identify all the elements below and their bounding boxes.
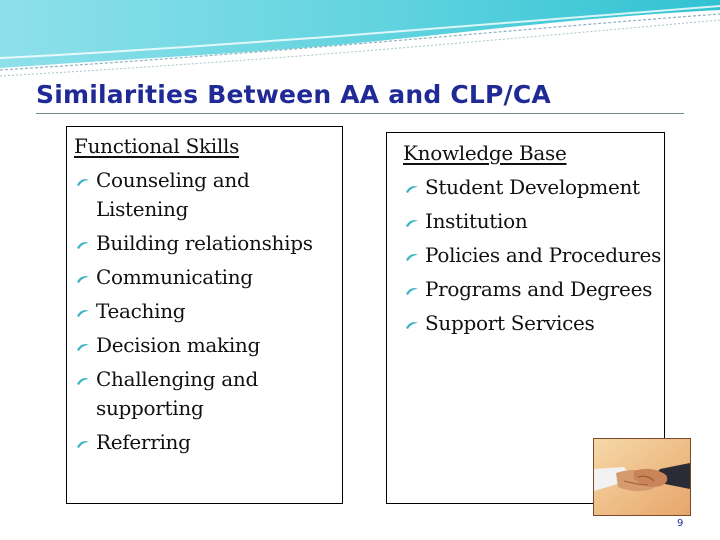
page-number: 9 — [677, 518, 684, 529]
swoosh-bullet-icon — [76, 343, 90, 352]
list-item-text: Policies and Procedures — [425, 243, 662, 267]
functional-skills-heading: Functional Skills — [74, 134, 240, 158]
list-item-text: Communicating — [96, 265, 253, 289]
list-item — [74, 229, 342, 258]
list-item-text: Building relationships — [96, 231, 313, 255]
swoosh-bullet-icon — [76, 275, 90, 284]
list-item — [74, 331, 342, 360]
swoosh-bullet-icon — [405, 185, 419, 194]
functional-skills-list — [74, 166, 342, 457]
list-item — [403, 207, 664, 236]
list-item-text: Institution — [425, 209, 528, 233]
swoosh-bullet-icon — [405, 287, 419, 296]
list-item-text: Student Development — [425, 175, 640, 199]
functional-skills-box — [66, 126, 343, 504]
list-item — [74, 263, 342, 292]
list-item-text: Counseling and Listening — [96, 168, 250, 221]
list-item-text: Support Services — [425, 311, 595, 335]
header-wave-decoration — [0, 0, 720, 90]
list-item — [403, 173, 664, 202]
swoosh-bullet-icon — [76, 377, 90, 386]
list-item-text: Programs and Degrees — [425, 277, 653, 301]
slide-title: Similarities Between AA and CLP/CA — [36, 80, 551, 109]
swoosh-bullet-icon — [76, 309, 90, 318]
handshake-photo — [593, 438, 691, 516]
list-item — [403, 309, 664, 338]
swoosh-bullet-icon — [76, 440, 90, 449]
list-item — [74, 365, 342, 423]
swoosh-bullet-icon — [76, 241, 90, 250]
list-item — [403, 241, 664, 270]
swoosh-bullet-icon — [405, 219, 419, 228]
list-item — [74, 297, 342, 326]
swoosh-bullet-icon — [76, 178, 90, 187]
handshake-icon — [594, 439, 690, 515]
list-item-text: Challenging and supporting — [96, 367, 258, 420]
list-item-text: Decision making — [96, 333, 260, 357]
list-item-text: Teaching — [96, 299, 186, 323]
swoosh-bullet-icon — [405, 321, 419, 330]
list-item — [74, 428, 342, 457]
swoosh-bullet-icon — [405, 253, 419, 262]
list-item — [403, 275, 664, 304]
list-item-text: Referring — [96, 430, 191, 454]
knowledge-base-heading: Knowledge Base — [403, 141, 567, 165]
knowledge-base-list — [403, 173, 664, 338]
title-underline-rule — [36, 113, 684, 114]
list-item — [74, 166, 342, 224]
